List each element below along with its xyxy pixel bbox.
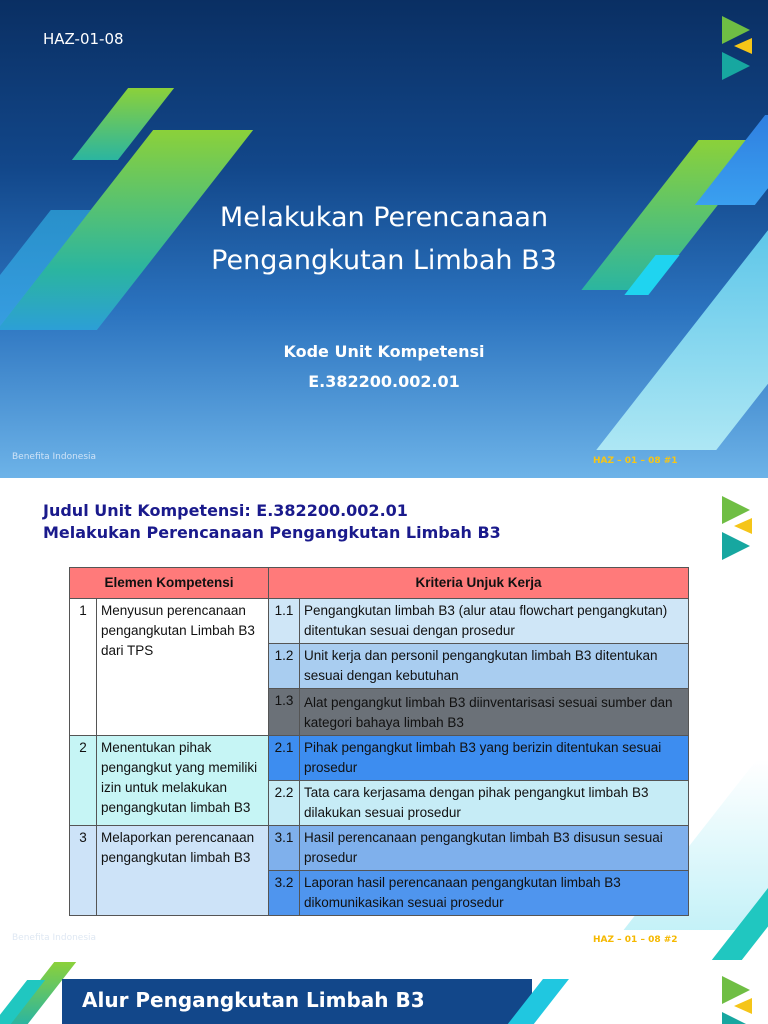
slide-2 xyxy=(0,480,768,960)
unit-title: Melakukan Perencanaan Pengangkutan Limbah B3 xyxy=(43,523,501,542)
criteria-text: Hasil perencanaan pengangkutan limbah B3 disusun sesuai prosedur xyxy=(300,826,689,871)
element-number: 1 xyxy=(70,599,97,736)
criteria-number: 2.2 xyxy=(269,781,300,826)
criteria-number: 3.1 xyxy=(269,826,300,871)
slide-title xyxy=(0,196,768,282)
page-label: HAZ – 01 – 08 #2 xyxy=(593,935,678,945)
criteria-number: 1.1 xyxy=(269,599,300,644)
brand-logo-icon xyxy=(720,496,754,560)
brand-logo-icon xyxy=(720,16,754,80)
subtitle-line-2: E.382200.002.01 xyxy=(308,372,460,391)
criteria-number: 2.1 xyxy=(269,736,300,781)
slide-3 xyxy=(0,962,768,1024)
title-line-1: Melakukan Perencanaan xyxy=(219,202,549,233)
criteria-text: Laporan hasil perencanaan pengangkutan limbah B3 dikomunikasikan sesuai prosedur xyxy=(300,871,689,916)
table-row xyxy=(70,736,689,781)
criteria-number: 1.2 xyxy=(269,644,300,689)
slide-1 xyxy=(0,0,768,478)
brand-footer: Benefita Indonesia xyxy=(12,933,97,943)
page-label: HAZ – 01 – 08 #1 xyxy=(593,456,678,466)
unit-heading: Judul Unit Kompetensi: E.382200.002.01 xyxy=(43,501,408,520)
element-text: Menyusun perencanaan pengangkutan Limbah B3 dari TPS xyxy=(97,599,269,736)
subtitle-line-1: Kode Unit Kompetensi xyxy=(283,342,485,361)
table-row xyxy=(70,826,689,871)
table-row xyxy=(70,599,689,644)
brand-logo-icon xyxy=(720,976,754,1024)
header-elemen: Elemen Kompetensi xyxy=(70,568,269,599)
element-text: Melaporkan perencanaan pengangkutan limbah B3 xyxy=(97,826,269,916)
brand-footer: Benefita Indonesia xyxy=(12,452,97,462)
slide-subtitle xyxy=(0,337,768,397)
criteria-text: Tata cara kerjasama dengan pihak pengangkut limbah B3 dilakukan sesuai prosedur xyxy=(300,781,689,826)
criteria-text: Pihak pengangkut limbah B3 yang berizin ditentukan sesuai prosedur xyxy=(300,736,689,781)
element-number: 2 xyxy=(70,736,97,826)
slide-title: Alur Pengangkutan Limbah B3 xyxy=(82,988,425,1012)
title-line-2: Pengangkutan Limbah B3 xyxy=(211,245,557,276)
criteria-text: Unit kerja dan personil pengangkutan limbah B3 ditentukan sesuai dengan kebutuhan xyxy=(300,644,689,689)
criteria-number: 3.2 xyxy=(269,871,300,916)
criteria-text: Pengangkutan limbah B3 (alur atau flowchart pengangkutan) ditentukan sesuai dengan prosedur xyxy=(300,599,689,644)
unit-code: HAZ-01-08 xyxy=(43,30,124,48)
element-text: Menentukan pihak pengangkut yang memiliki izin untuk melakukan pengangkutan limbah B3 xyxy=(97,736,269,826)
criteria-number: 1.3 xyxy=(269,689,300,736)
criteria-text: Alat pengangkut limbah B3 diinventarisasi sesuai sumber dan kategori bahaya limbah B3 xyxy=(300,689,689,736)
header-kriteria: Kriteria Unjuk Kerja xyxy=(269,568,689,599)
competency-table xyxy=(69,567,689,916)
element-number: 3 xyxy=(70,826,97,916)
